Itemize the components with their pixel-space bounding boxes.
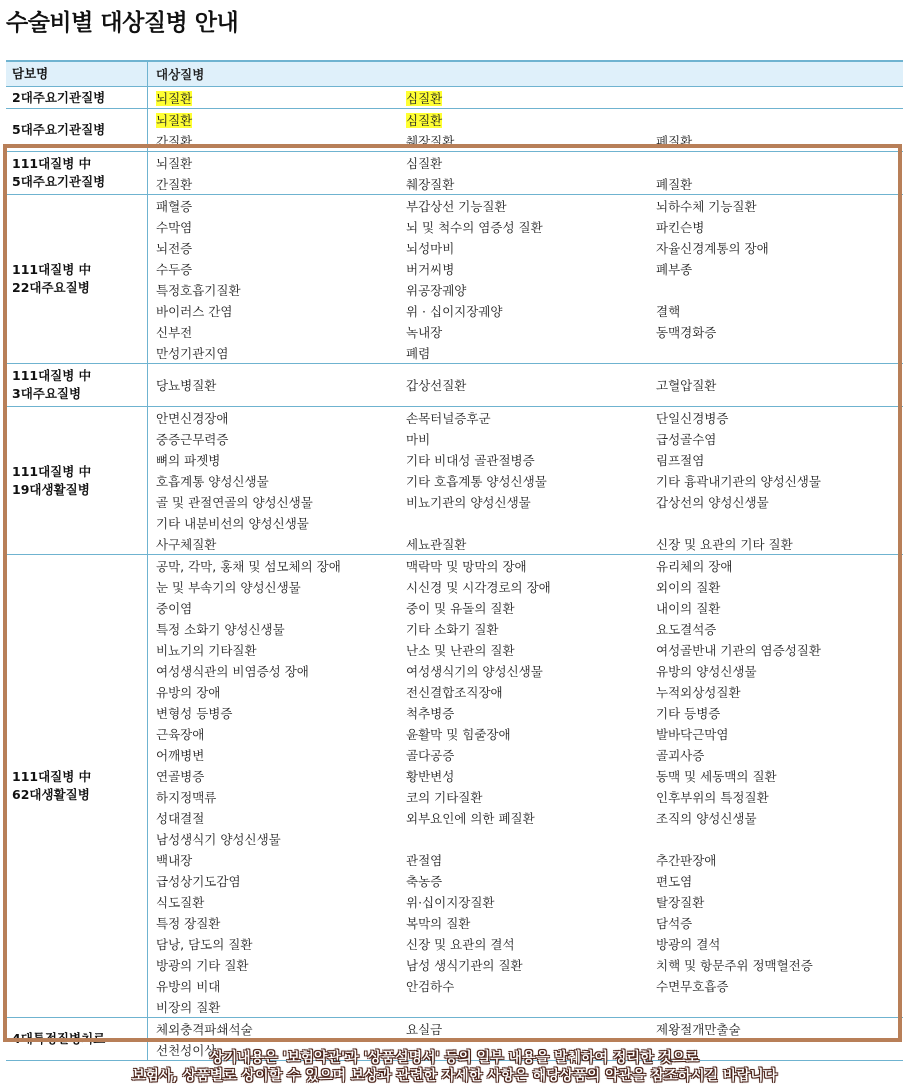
disease-item: 남성생식기 양성신생물 xyxy=(156,831,281,847)
coverage-name: 111대질병 中 62대생활질병 xyxy=(6,555,148,1017)
disease-line xyxy=(156,975,903,996)
disease-item: 여성골반내 기관의 염증성질환 xyxy=(656,642,821,658)
disease-item: 호흡계통 양성신생물 xyxy=(156,473,269,489)
disease-list xyxy=(148,407,903,554)
disease-item: 췌장질환 xyxy=(406,176,455,192)
disease-item: 탈장질환 xyxy=(656,894,705,910)
disease-item: 하지정맥류 xyxy=(156,789,217,805)
disease-item: 폐렴 xyxy=(406,345,431,361)
disease-list xyxy=(148,195,903,363)
disease-line xyxy=(156,618,903,639)
disease-list xyxy=(148,87,903,108)
disease-list xyxy=(148,152,903,194)
disease-item: 치핵 및 항문주위 정맥혈전증 xyxy=(656,957,813,973)
coverage-row xyxy=(6,364,903,407)
disease-item: 위공장궤양 xyxy=(406,282,467,298)
disease-item: 녹내장 xyxy=(406,324,443,340)
disease-item: 급성상기도감염 xyxy=(156,873,241,889)
disease-line xyxy=(156,996,903,1017)
disease-list xyxy=(148,364,903,406)
disease-item: 버거씨병 xyxy=(406,261,455,277)
disease-item: 신장 및 요관의 기타 질환 xyxy=(656,536,793,552)
disease-item: 부갑상선 기능질환 xyxy=(406,198,507,214)
disease-item: 뇌하수체 기능질환 xyxy=(656,198,757,214)
disease-item: 기타 소화기 질환 xyxy=(406,621,499,637)
footer-notice-line2: 보험사, 상품별로 상이할 수 있으며 보상과 관련한 자세한 사항은 해당상품의 약관을 참조하시길 바랍니다 xyxy=(131,1068,778,1084)
coverage-name: 111대질병 中 22대주요질병 xyxy=(6,195,148,363)
coverage-name: 2대주요기관질병 xyxy=(6,87,148,108)
disease-item: 기타 비대성 골관절병증 xyxy=(406,452,535,468)
disease-item: 동맥경화증 xyxy=(656,324,717,340)
disease-item: 골다공증 xyxy=(406,747,455,763)
disease-item: 중이염 xyxy=(156,600,193,616)
disease-item: 황반변성 xyxy=(406,768,455,784)
disease-line xyxy=(156,891,903,912)
disease-item: 골 및 관절연골의 양성신생물 xyxy=(156,494,313,510)
disease-table xyxy=(6,60,903,1061)
disease-line xyxy=(156,849,903,870)
disease-item: 신부전 xyxy=(156,324,193,340)
disease-item: 자율신경계통의 장애 xyxy=(656,240,769,256)
disease-item: 요실금 xyxy=(406,1021,443,1037)
disease-item: 변형성 등병증 xyxy=(156,705,233,721)
disease-item: 당뇨병질환 xyxy=(156,378,217,393)
coverage-row xyxy=(6,152,903,195)
disease-item: 방광의 결석 xyxy=(656,936,721,952)
disease-item: 폐부종 xyxy=(656,261,693,277)
disease-line xyxy=(156,87,903,108)
disease-item: 조직의 양성신생물 xyxy=(656,810,757,826)
disease-item: 담낭, 담도의 질환 xyxy=(156,936,253,952)
disease-item: 특정 장질환 xyxy=(156,915,221,931)
disease-item: 연골병증 xyxy=(156,768,205,784)
disease-line xyxy=(156,279,903,300)
disease-line xyxy=(156,744,903,765)
disease-item: 위 · 십이지장궤양 xyxy=(406,303,503,319)
coverage-row xyxy=(6,555,903,1018)
coverage-row xyxy=(6,407,903,555)
disease-line xyxy=(156,555,903,576)
disease-item: 요도결석증 xyxy=(656,621,717,637)
page-title: 수술비별 대상질병 안내 xyxy=(6,10,239,36)
disease-line xyxy=(156,428,903,449)
disease-item: 뇌성마비 xyxy=(406,240,455,256)
disease-item: 선천성이상 xyxy=(156,1042,217,1058)
disease-item: 결핵 xyxy=(656,303,681,319)
disease-item: 신장 및 요관의 결석 xyxy=(406,936,515,952)
disease-item: 손목터널증후군 xyxy=(406,410,491,426)
disease-line xyxy=(156,342,903,363)
disease-item: 유방의 비대 xyxy=(156,978,221,994)
disease-line xyxy=(156,152,903,173)
disease-line xyxy=(156,512,903,533)
disease-item: 외부요인에 의한 폐질환 xyxy=(406,810,535,826)
disease-item: 윤활막 및 힘줄장애 xyxy=(406,726,511,742)
disease-line xyxy=(156,639,903,660)
disease-line xyxy=(156,828,903,849)
disease-item: 어깨병변 xyxy=(156,747,205,763)
disease-item: 패혈증 xyxy=(156,198,193,214)
disease-item: 특정호흡기질환 xyxy=(156,282,241,298)
disease-item: 세뇨관질환 xyxy=(406,536,467,552)
coverage-name: 4대특정질병치료 xyxy=(6,1018,148,1060)
disease-item: 방광의 기타 질환 xyxy=(156,957,249,973)
disease-line xyxy=(156,765,903,786)
disease-item: 갑상선질환 xyxy=(406,378,467,393)
disease-item: 수두증 xyxy=(156,261,193,277)
disease-item: 공막, 각막, 홍채 및 섬모체의 장애 xyxy=(156,558,341,574)
disease-item: 식도질환 xyxy=(156,894,205,910)
disease-item: 수막염 xyxy=(156,219,193,235)
disease-line xyxy=(156,321,903,342)
disease-item: 기타 등병증 xyxy=(656,705,721,721)
disease-item: 뼈의 파젯병 xyxy=(156,452,221,468)
disease-item: 기타 내분비선의 양성신생물 xyxy=(156,515,309,531)
coverage-row xyxy=(6,87,903,109)
disease-item: 만성기관지염 xyxy=(156,345,229,361)
disease-item: 뇌 및 척수의 염증성 질환 xyxy=(406,219,543,235)
disease-item: 유리체의 장애 xyxy=(656,558,733,574)
disease-line xyxy=(156,533,903,554)
disease-line xyxy=(156,195,903,216)
disease-list xyxy=(148,109,903,151)
disease-line xyxy=(156,300,903,321)
footer-notice-line1: 상기내용은 '보험약관'과 '상품설명서' 등의 일부 내용을 발췌하여 정리한 것으로 xyxy=(210,1050,699,1066)
disease-line xyxy=(156,258,903,279)
coverage-row xyxy=(6,109,903,152)
disease-item: 뇌질환 xyxy=(156,112,193,128)
disease-line xyxy=(156,912,903,933)
disease-line xyxy=(156,109,903,130)
disease-item: 특정 소화기 양성신생물 xyxy=(156,621,285,637)
disease-line xyxy=(156,576,903,597)
disease-line xyxy=(156,807,903,828)
disease-item: 기타 호흡계통 양성신생물 xyxy=(406,473,547,489)
disease-item: 폐질환 xyxy=(656,176,693,192)
disease-item: 사구체질환 xyxy=(156,536,217,552)
disease-item: 골괴사증 xyxy=(656,747,705,763)
disease-line xyxy=(156,364,903,406)
coverage-name: 111대질병 中 19대생활질병 xyxy=(6,407,148,554)
disease-item: 맥락막 및 망막의 장애 xyxy=(406,558,527,574)
disease-item: 뇌전증 xyxy=(156,240,193,256)
disease-line xyxy=(156,130,903,151)
disease-item: 급성골수염 xyxy=(656,431,717,447)
disease-item: 관절염 xyxy=(406,852,443,868)
disease-item: 축농증 xyxy=(406,873,443,889)
disease-line xyxy=(156,933,903,954)
disease-line xyxy=(156,470,903,491)
disease-item: 인후부위의 특정질환 xyxy=(656,789,769,805)
disease-item: 여성생식관의 비염증성 장애 xyxy=(156,663,309,679)
disease-item: 시신경 및 시각경로의 장애 xyxy=(406,579,551,595)
disease-line xyxy=(156,237,903,258)
disease-item: 발바닥근막염 xyxy=(656,726,729,742)
disease-item: 백내장 xyxy=(156,852,193,868)
disease-item: 중증근무력증 xyxy=(156,431,229,447)
disease-item: 고혈압질환 xyxy=(656,378,717,393)
disease-item: 내이의 질환 xyxy=(656,600,721,616)
disease-line xyxy=(156,491,903,512)
disease-item: 중이 및 유돌의 질환 xyxy=(406,600,515,616)
disease-item: 심질환 xyxy=(406,155,443,171)
disease-item: 눈 및 부속기의 양성신생물 xyxy=(156,579,301,595)
disease-line xyxy=(156,954,903,975)
disease-item: 코의 기타질환 xyxy=(406,789,483,805)
disease-line xyxy=(156,1018,903,1039)
disease-item: 비뇨기관의 양성신생물 xyxy=(406,494,531,510)
disease-item: 위·십이지장질환 xyxy=(406,894,495,910)
disease-line xyxy=(156,216,903,237)
disease-item: 누적외상성질환 xyxy=(656,684,741,700)
disease-line xyxy=(156,681,903,702)
disease-item: 뇌질환 xyxy=(156,155,193,171)
disease-item: 제왕절개만출술 xyxy=(656,1021,741,1037)
disease-line xyxy=(156,449,903,470)
disease-line xyxy=(156,597,903,618)
disease-line xyxy=(156,407,903,428)
disease-item: 복막의 질환 xyxy=(406,915,471,931)
disease-line xyxy=(156,870,903,891)
disease-item: 비장의 질환 xyxy=(156,999,221,1015)
header-coverage: 담보명 xyxy=(6,62,148,86)
disease-item: 전신결합조직장애 xyxy=(406,684,503,700)
disease-item: 유방의 장애 xyxy=(156,684,221,700)
disease-item: 담석증 xyxy=(656,915,693,931)
disease-line xyxy=(156,702,903,723)
disease-item: 외이의 질환 xyxy=(656,579,721,595)
disease-item: 수면무호흡증 xyxy=(656,978,729,994)
disease-item: 근육장애 xyxy=(156,726,205,742)
disease-list xyxy=(148,555,903,1017)
disease-item: 편도염 xyxy=(656,873,693,889)
disease-item: 난소 및 난관의 질환 xyxy=(406,642,515,658)
header-diseases: 대상질병 xyxy=(156,67,205,82)
disease-item: 림프절염 xyxy=(656,452,705,468)
disease-item: 남성 생식기관의 질환 xyxy=(406,957,523,973)
disease-item: 동맥 및 세동맥의 질환 xyxy=(656,768,777,784)
disease-item: 유방의 양성신생물 xyxy=(656,663,757,679)
disease-item: 안면신경장애 xyxy=(156,410,229,426)
coverage-row xyxy=(6,195,903,364)
disease-item: 파킨슨병 xyxy=(656,219,705,235)
disease-line xyxy=(156,723,903,744)
disease-item: 안검하수 xyxy=(406,978,455,994)
disease-item: 여성생식기의 양성신생물 xyxy=(406,663,543,679)
disease-item: 단일신경병증 xyxy=(656,410,729,426)
coverage-name: 5대주요기관질병 xyxy=(6,109,148,151)
disease-item: 갑상선의 양성신생물 xyxy=(656,494,769,510)
disease-item: 기타 흉곽내기관의 양성신생물 xyxy=(656,473,821,489)
disease-item: 폐질환 xyxy=(656,133,693,149)
disease-item: 성대결절 xyxy=(156,810,205,826)
disease-item: 추간판장애 xyxy=(656,852,717,868)
coverage-name: 111대질병 中 3대주요질병 xyxy=(6,364,148,406)
disease-item: 간질환 xyxy=(156,176,193,192)
disease-item: 간질환 xyxy=(156,133,193,149)
disease-line xyxy=(156,660,903,681)
disease-line xyxy=(156,173,903,194)
disease-item: 바이러스 간염 xyxy=(156,303,233,319)
disease-item: 체외충격파쇄석술 xyxy=(156,1021,253,1037)
disease-item: 비뇨기의 기타질환 xyxy=(156,642,257,658)
table-header xyxy=(6,60,903,87)
disease-item: 마비 xyxy=(406,431,431,447)
disease-item: 심질환 xyxy=(406,112,443,128)
disease-line xyxy=(156,786,903,807)
disease-item: 췌장질환 xyxy=(406,133,455,149)
coverage-name: 111대질병 中 5대주요기관질병 xyxy=(6,152,148,194)
disease-item: 심질환 xyxy=(406,90,443,106)
disease-item: 척추병증 xyxy=(406,705,455,721)
disease-item: 뇌질환 xyxy=(156,90,193,106)
